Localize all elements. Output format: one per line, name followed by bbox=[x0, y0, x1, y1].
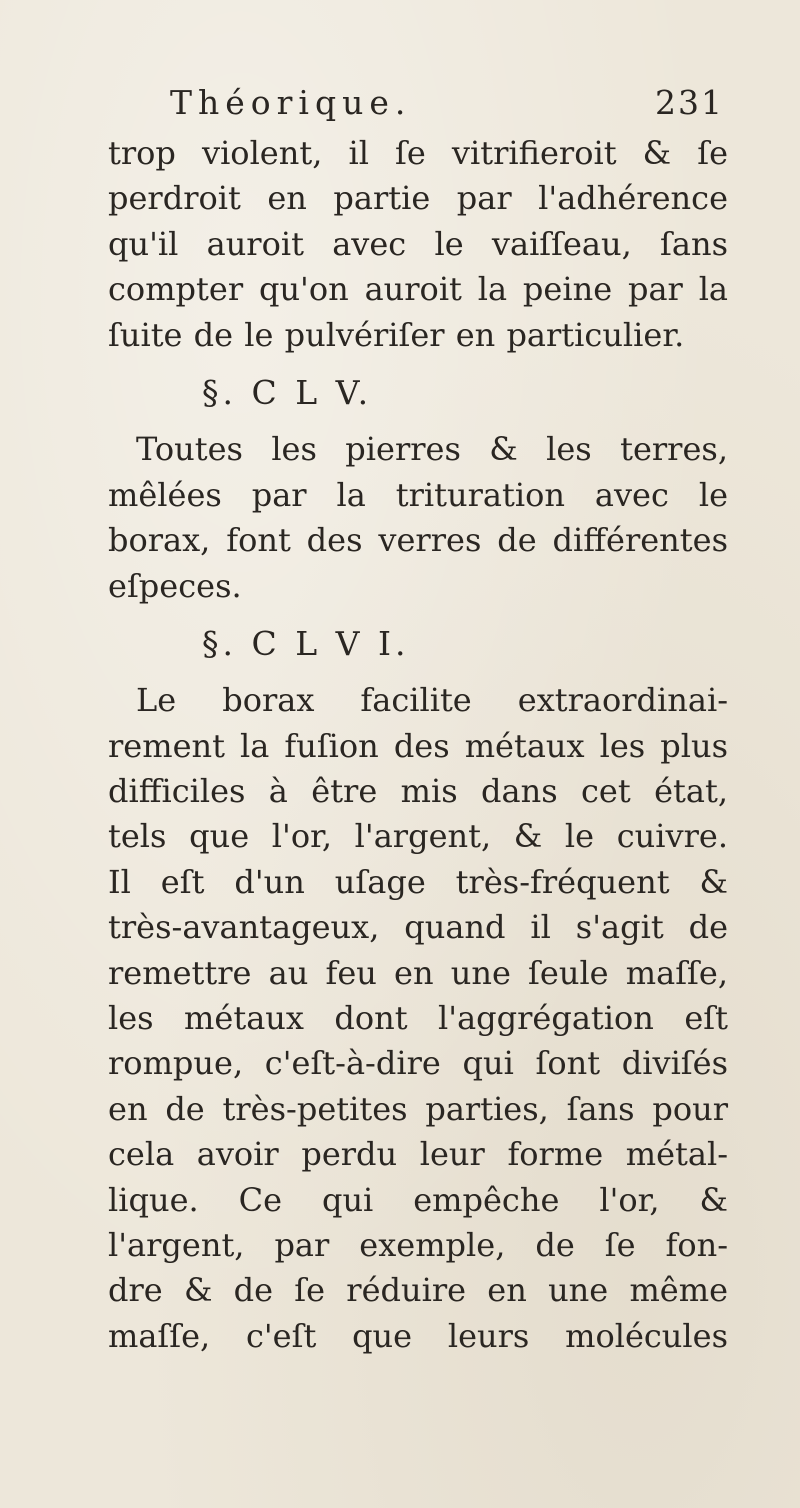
text-line: rement la fuſion des métaux les plus bbox=[108, 726, 728, 765]
text-line: borax, font des verres de différentes bbox=[108, 521, 728, 560]
text-line: cela avoir perdu leur forme métal- bbox=[108, 1135, 728, 1174]
section-heading-clvi: §. C L V I. bbox=[202, 623, 410, 663]
section-heading-clv: §. C L V. bbox=[202, 372, 373, 412]
page-text bbox=[108, 83, 728, 1359]
text-line: très-avantageux, quand il s'agit de bbox=[108, 908, 728, 947]
text-line: qu'il auroit avec le vaiſſeau, ſans bbox=[108, 224, 728, 263]
text-line: mêlées par la trituration avec le bbox=[108, 475, 728, 514]
text-line: les métaux dont l'aggrégation eſt bbox=[108, 999, 728, 1038]
text-line: compter qu'on auroit la peine par la bbox=[108, 270, 728, 309]
paragraph-continued bbox=[108, 131, 728, 358]
text-line: Il eſt d'un uſage très-fréquent & bbox=[108, 862, 728, 901]
text-line: en de très-petites parties, ſans pour bbox=[108, 1089, 728, 1128]
text-line: perdroit en partie par l'adhérence bbox=[108, 179, 728, 218]
page-number: 231 bbox=[655, 83, 724, 122]
text-line: ſuite de le pulvériſer en particulier. bbox=[108, 315, 685, 354]
text-line: trop violent, il ſe vitrifieroit & ſe bbox=[108, 134, 728, 172]
text-line: difficiles à être mis dans cet état, bbox=[108, 772, 728, 811]
text-line: l'argent, par exemple, de ſe fon- bbox=[108, 1225, 728, 1264]
running-head bbox=[108, 83, 728, 131]
text-line: eſpeces. bbox=[108, 566, 242, 605]
paragraph-clv bbox=[108, 427, 728, 609]
text-line: lique. Ce qui empêche l'or, & bbox=[108, 1180, 728, 1219]
text-line: Le borax facilite extraordinai- bbox=[136, 681, 728, 720]
text-line: Toutes les pierres & les terres, bbox=[136, 430, 728, 469]
text-line: remettre au feu en une ſeule maſſe, bbox=[108, 953, 728, 992]
text-line: rompue, c'eſt-à-dire qui ſont diviſés bbox=[108, 1044, 728, 1083]
text-line: tels que l'or, l'argent, & le cuivre. bbox=[108, 817, 728, 856]
text-line: dre & de ſe réduire en une même bbox=[108, 1271, 728, 1310]
text-line: maſſe, c'eſt que leurs molécules bbox=[108, 1316, 728, 1355]
paragraph-clvi bbox=[108, 678, 728, 1359]
running-head-title: Théorique. bbox=[170, 83, 412, 122]
